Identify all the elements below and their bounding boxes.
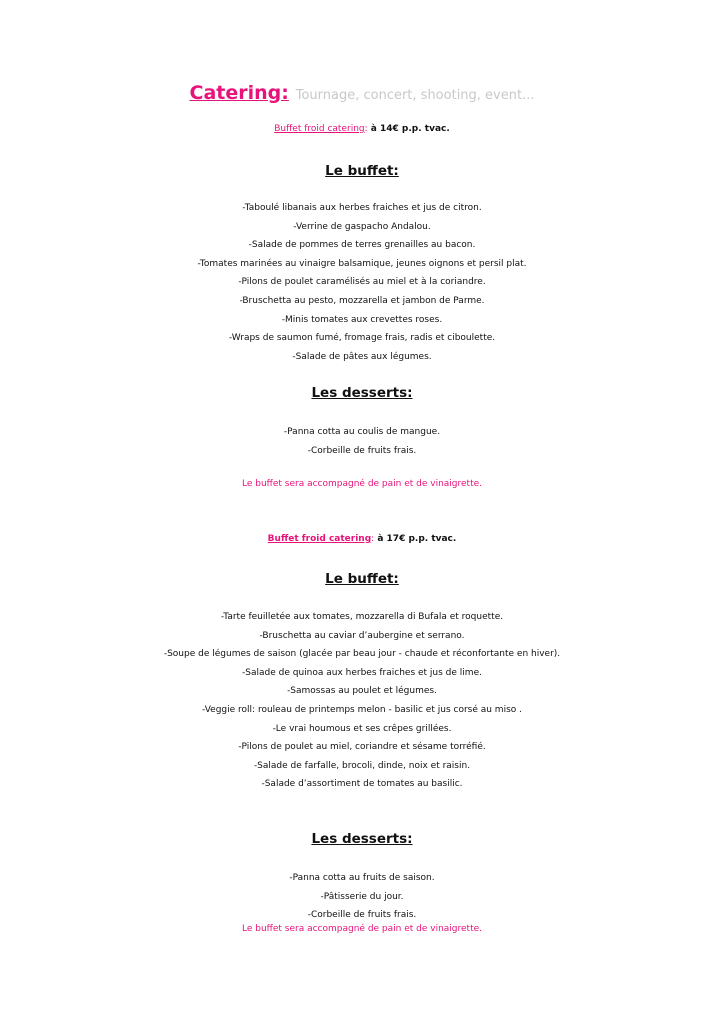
offer-1-desserts-heading: Les desserts: (311, 385, 413, 401)
offer-1-buffet-list (0, 199, 724, 366)
list-item: -Soupe de légumes de saison (glacée par beau jour - chaude et réconfortante en hiver). (163, 649, 561, 660)
list-item: -Pilons de poulet caramélisés au miel et à la coriandre. (238, 277, 486, 288)
list-item: -Salade d’assortiment de tomates au basilic. (261, 779, 463, 790)
offer-1-label: Buffet froid catering (274, 124, 365, 134)
offer-2-colon: : (371, 534, 375, 544)
offer-2-line (0, 534, 724, 544)
list-item: -Panna cotta au coulis de mangue. (283, 427, 441, 437)
offer-1-buffet-heading: Le buffet: (325, 163, 399, 179)
offer-2-desserts-heading: Les desserts: (311, 831, 413, 847)
offer-2-buffet-list (0, 608, 724, 794)
page-title: Catering: (189, 82, 289, 104)
offer-1-price: à 14€ p.p. tvac. (367, 124, 450, 134)
list-item: -Tarte feuilletée aux tomates, mozzarella di Bufala et roquette. (220, 612, 504, 622)
offer-2-label: Buffet froid catering (267, 534, 372, 544)
offer-2-buffet-heading: Le buffet: (325, 571, 399, 587)
title-line (0, 82, 724, 104)
list-item: -Corbeille de fruits frais. (307, 445, 417, 456)
list-item: -Corbeille de fruits frais. (307, 910, 417, 921)
offer-1-dessert-list (0, 423, 724, 460)
list-item: -Bruschetta au caviar d’aubergine et serrano. (259, 630, 465, 641)
list-item: -Salade de farfalle, brocoli, dinde, noix et raisin. (253, 760, 471, 771)
list-item: -Wraps de saumon fumé, fromage frais, radis et ciboulette. (228, 333, 496, 344)
list-item: -Pâtisserie du jour. (320, 891, 404, 902)
list-item: -Samossas au poulet et légumes. (287, 686, 437, 697)
list-item: -Veggie roll: rouleau de printemps melon - basilic et jus corsé au miso . (202, 704, 522, 715)
list-item: -Le vrai houmous et ses crêpes grillées. (272, 723, 452, 734)
list-item: -Verrine de gaspacho Andalou. (293, 221, 431, 232)
list-item: -Salade de pommes de terres grenailles au bacon. (248, 240, 476, 251)
list-item: -Salade de pâtes aux légumes. (292, 351, 432, 362)
offer-2-dessert-list (0, 869, 724, 925)
offer-1-line (0, 124, 724, 134)
list-item: -Minis tomates aux crevettes roses. (281, 314, 443, 325)
list-item: -Taboulé libanais aux herbes fraiches et jus de citron. (242, 203, 482, 213)
list-item: -Pilons de poulet au miel, coriandre et sésame torréfié. (238, 742, 486, 753)
list-item: -Panna cotta au fruits de saison. (289, 873, 435, 883)
list-item: -Tomates marinées au vinaigre balsamique, jeunes oignons et persil plat. (197, 258, 527, 269)
offer-1-colon: : (364, 124, 368, 134)
list-item: -Salade de quinoa aux herbes fraiches et jus de lime. (242, 667, 482, 678)
page-subtitle: Tournage, concert, shooting, event... (295, 88, 535, 103)
offer-2-note: Le buffet sera accompagné de pain et de vinaigrette. (241, 924, 483, 934)
offer-1-note: Le buffet sera accompagné de pain et de vinaigrette. (241, 479, 483, 489)
list-item: -Bruschetta au pesto, mozzarella et jambon de Parme. (239, 295, 485, 306)
offer-2-price: à 17€ p.p. tvac. (374, 534, 457, 544)
